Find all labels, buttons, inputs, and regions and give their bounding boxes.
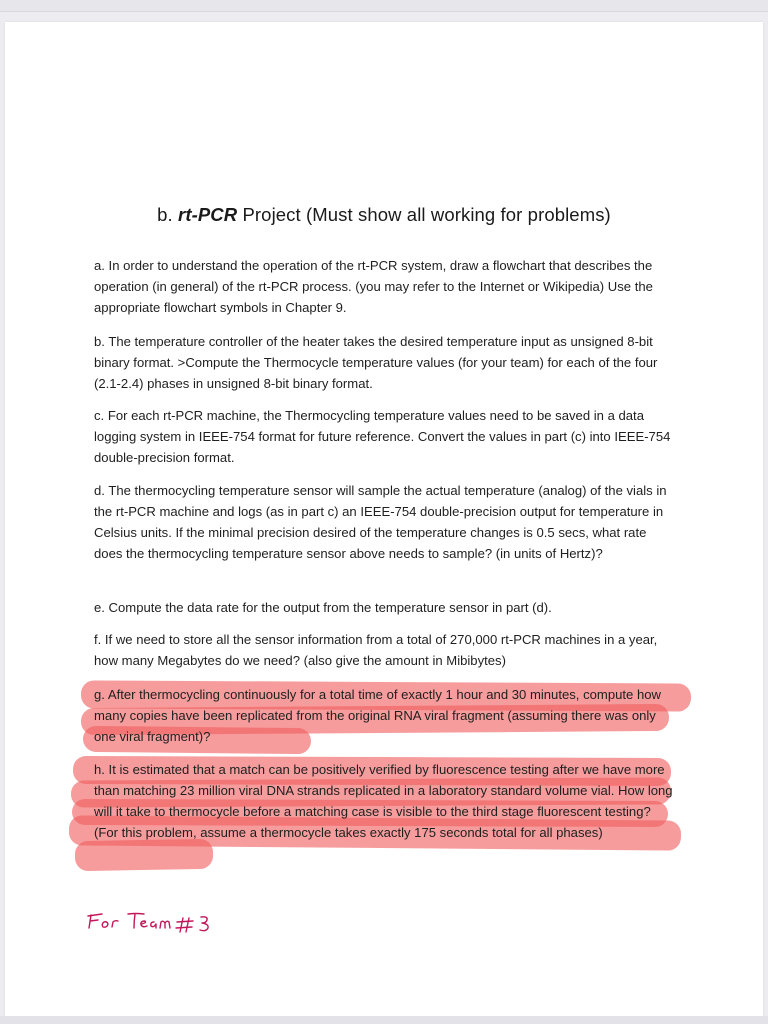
question-g: g. After thermocycling continuously for a total time of exactly 1 hour and 30 minutes, compute how many copies have been replicated from the original RNA viral fragment (assuming there was only one viral fragment)? <box>94 687 661 744</box>
title-emphasis: rt-PCR <box>178 204 238 225</box>
document-title <box>5 204 763 226</box>
question-d: d. The thermocycling temperature sensor will sample the actual temperature (analog) of the vials in the rt-PCR machine and logs (as in part c) an IEEE-754 double-precision output for temperature in Celsius units. If the minimal precision desired of the temperature changes is 0.5 secs, what rate does the thermocycling temperature sensor above needs to sample? (in units of Hertz)? <box>94 483 667 561</box>
question-b: b. The temperature controller of the heater takes the desired temperature input as unsigned 8-bit binary format. >Compute the Thermocycle temperature values (for your team) for each of the four (2.1-2.4) phases in unsigned 8-bit binary format. <box>94 334 658 391</box>
highlight-stroke <box>75 839 214 871</box>
question-f: f. If we need to store all the sensor information from a total of 270,000 rt-PCR machines in a year, how many Megabytes do we need? (also give the amount in Mibibytes) <box>94 632 658 668</box>
question-h: h. It is estimated that a match can be positively verified by fluorescence testing after we have more than matching 23 million viral DNA strands replicated in a laboratory standard volume vial. How long will it take to thermocycle before a matching case is visible to the third stage fluorescent testing? (For this problem, assume a thermocycle takes exactly 175 seconds total for all phases) <box>94 762 673 840</box>
next-page-edge <box>0 1016 768 1024</box>
question-c: c. For each rt-PCR machine, the Thermocycling temperature values need to be saved in a data logging system in IEEE-754 format for future reference. Convert the values in part (c) into IEEE-754 double-precision format. <box>94 408 671 465</box>
handwritten-team-note <box>84 907 244 943</box>
document-page <box>5 22 763 1016</box>
question-e: e. Compute the data rate for the output from the temperature sensor in part (d). <box>94 600 552 615</box>
title-prefix: b. <box>157 204 179 225</box>
question-a: a. In order to understand the operation of the rt-PCR system, draw a flowchart that describes the operation (in general) of the rt-PCR process. (you may refer to the Internet or Wikipedia) Use the appropriate flowchart symbols in Chapter 9. <box>94 258 653 315</box>
previous-page-edge <box>0 0 768 12</box>
title-rest: Project (Must show all working for problems) <box>237 204 611 225</box>
